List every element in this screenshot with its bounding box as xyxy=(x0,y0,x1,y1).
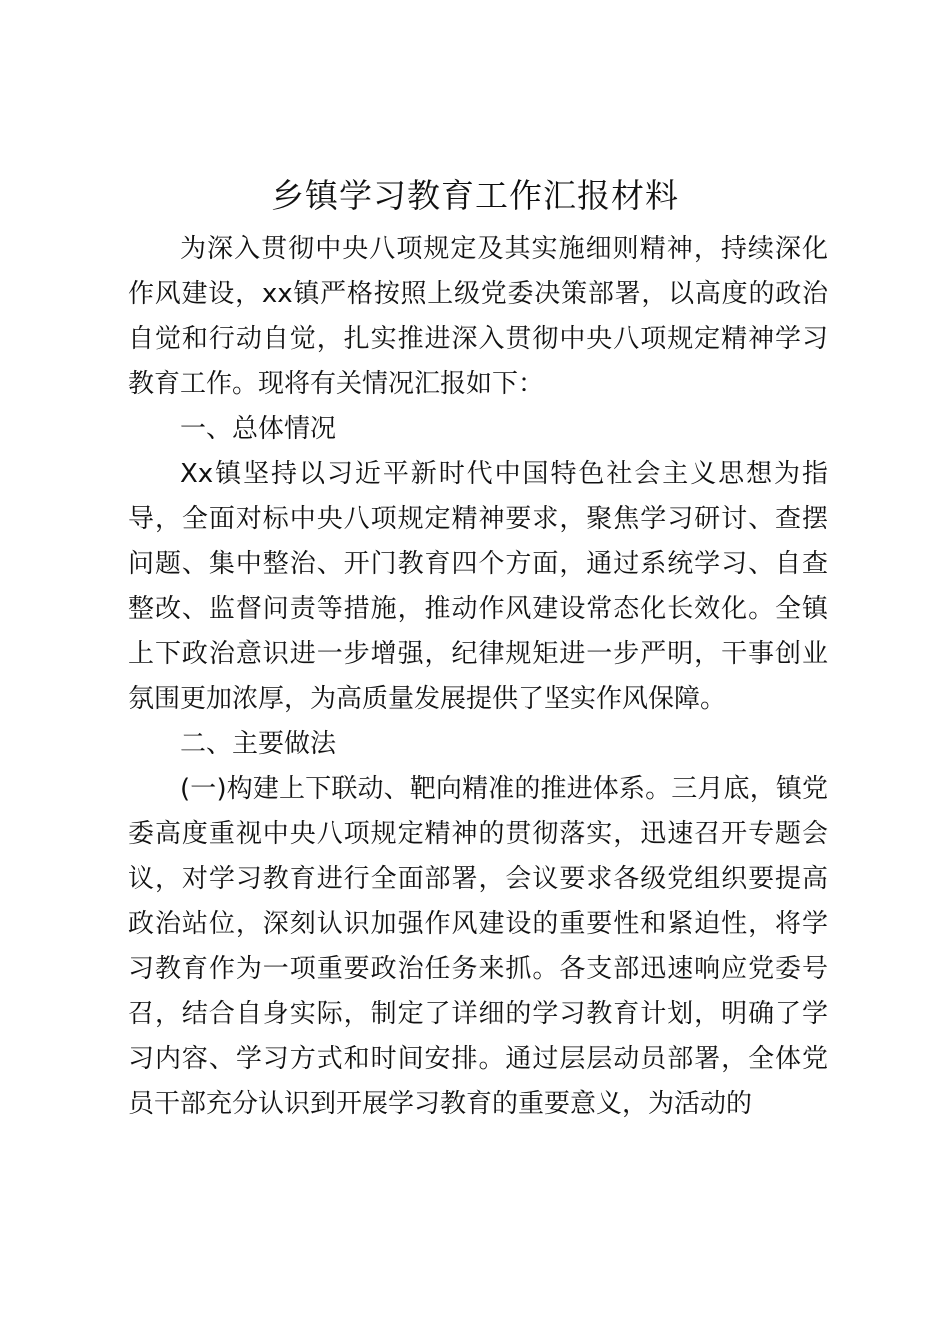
document-body xyxy=(128,227,828,1127)
section-heading-overview: 一、总体情况 xyxy=(180,414,337,444)
document-title: 乡镇学习教育工作汇报材料 xyxy=(271,176,679,215)
section-heading-practices: 二、主要做法 xyxy=(180,729,337,759)
practices-paragraph-1: (一)构建上下联动、靶向精准的推进体系。三月底，镇党委高度重视中央八项规定精神的贯彻落实，迅速召开专题会议，对学习教育进行全面部署，会议要求各级党组织要提高政治站位，深刻认识加强作风建设的重要性和紧迫性，将学习教育作为一项重要政治任务来抓。各支部迅速响应党委号召，结合自身实际，制定了详细的学习教育计划，明确了学习内容、学习方式和时间安排。通过层层动员部署，全体党员干部充分认识到开展学习教育的重要意义，为活动的 xyxy=(128,774,828,1119)
intro-paragraph: 为深入贯彻中央八项规定及其实施细则精神，持续深化作风建设，xx镇严格按照上级党委决策部署，以高度的政治自觉和行动自觉，扎实推进深入贯彻中央八项规定精神学习教育工作。现将有关情况汇报如下： xyxy=(128,234,828,399)
overview-paragraph: Xx镇坚持以习近平新时代中国特色社会主义思想为指导，全面对标中央八项规定精神要求，聚焦学习研讨、查摆问题、集中整治、开门教育四个方面，通过系统学习、自查整改、监督问责等措施，推动作风建设常态化长效化。全镇上下政治意识进一步增强，纪律规矩进一步严明，干事创业氛围更加浓厚，为高质量发展提供了坚实作风保障。 xyxy=(128,459,828,714)
